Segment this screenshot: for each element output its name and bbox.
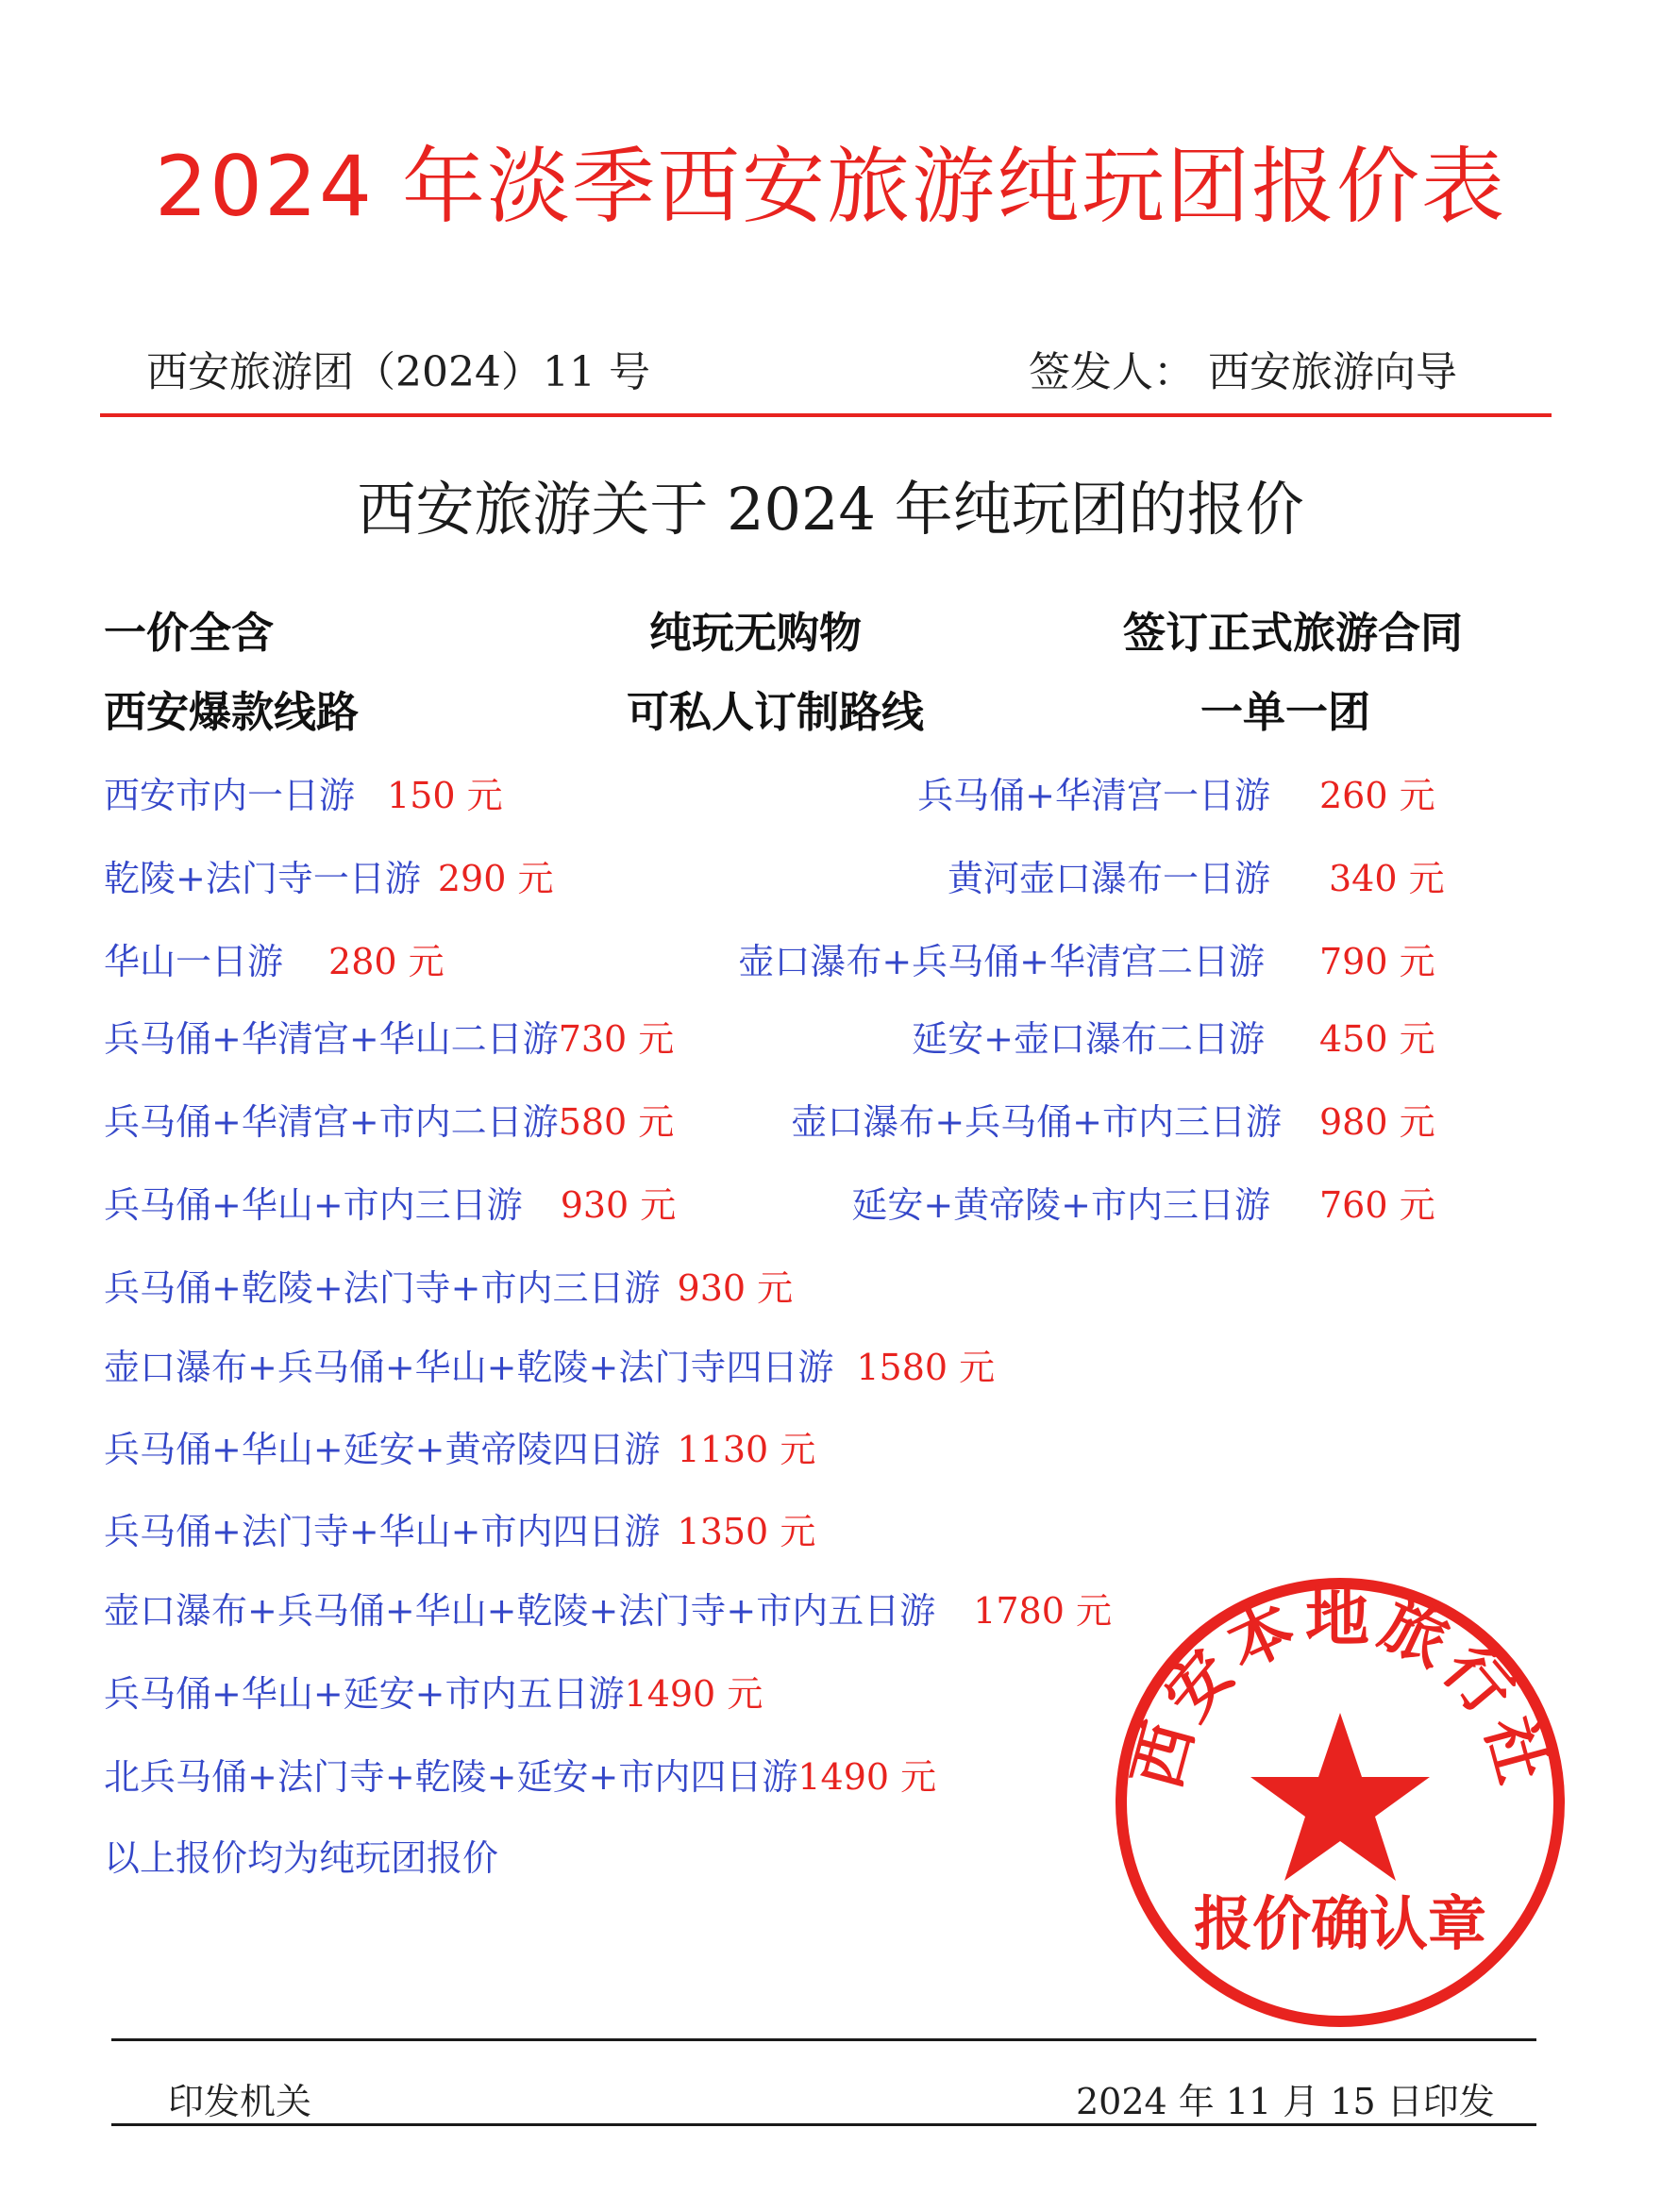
- route-price: 730 元: [558, 1018, 675, 1060]
- route-price: 1350 元: [677, 1511, 816, 1552]
- route-price: 340 元: [1329, 858, 1445, 899]
- route-name: 西安市内一日游: [104, 775, 356, 816]
- route-price: 1580 元: [856, 1347, 996, 1388]
- route-name: 延安+壶口瀑布二日游: [912, 1018, 1265, 1060]
- route-item: [104, 1010, 674, 1062]
- stamp-ring-text: 西安本地旅行社: [1118, 1580, 1562, 1797]
- route-name: 壶口瀑布+兵马俑+市内三日游: [791, 1101, 1282, 1143]
- route-price: 980 元: [1319, 1101, 1435, 1143]
- feature-one-group: 一单一团: [1200, 687, 1371, 737]
- route-item: [104, 766, 503, 818]
- route-price: 930 元: [560, 1184, 677, 1226]
- route-price: 790 元: [1319, 941, 1435, 982]
- route-item: [104, 1093, 674, 1145]
- route-name: 兵马俑+华山+市内三日游: [104, 1184, 523, 1226]
- route-price: 290 元: [437, 858, 554, 899]
- route-price: 930 元: [677, 1267, 794, 1309]
- route-price: 1490 元: [797, 1756, 937, 1798]
- route-name: 黄河壶口瀑布一日游: [947, 858, 1270, 899]
- route-name: 兵马俑+华清宫一日游: [917, 775, 1270, 816]
- footer-top-rule: [111, 2038, 1536, 2041]
- feature-no-shopping: 纯玩无购物: [649, 608, 863, 658]
- route-name: 兵马俑+乾陵+法门寺+市内三日游: [104, 1267, 661, 1309]
- feature-all-inclusive: 一价全含: [104, 608, 275, 658]
- route-item: [104, 1582, 1112, 1634]
- document-number: 西安旅游团（2024）11 号: [146, 348, 650, 396]
- feature-custom-routes: 可私人订制路线: [627, 687, 925, 737]
- subtitle: 西安旅游关于 2024 年纯玩团的报价: [357, 475, 1304, 544]
- route-name: 壶口瀑布+兵马俑+华清宫二日游: [738, 941, 1265, 982]
- route-name: 兵马俑+华清宫+华山二日游: [104, 1018, 559, 1060]
- route-item: [104, 1748, 936, 1800]
- footer-issue-date: 2024 年 11 月 15 日印发: [1076, 2081, 1495, 2122]
- document-title: 2024 年淡季西安旅游纯玩团报价表: [155, 138, 1506, 235]
- route-price: 580 元: [558, 1101, 675, 1143]
- route-name: 华山一日游: [104, 941, 284, 982]
- route-name: 壶口瀑布+兵马俑+华山+乾陵+法门寺+市内五日游: [104, 1590, 936, 1632]
- route-item: [104, 932, 445, 984]
- stamp-bottom-text: 报价确认章: [1193, 1889, 1487, 1958]
- feature-formal-contract: 签订正式旅游合同: [1123, 608, 1464, 658]
- route-name: 壶口瀑布+兵马俑+华山+乾陵+法门寺四日游: [104, 1347, 834, 1388]
- route-name: 北兵马俑+法门寺+乾陵+延安+市内四日游: [104, 1756, 798, 1798]
- feature-hot-routes: 西安爆款线路: [104, 687, 360, 737]
- route-name: 兵马俑+华山+延安+市内五日游: [104, 1673, 625, 1715]
- route-price: 1130 元: [677, 1429, 816, 1470]
- route-item: [104, 1665, 763, 1717]
- route-item: [104, 1420, 815, 1472]
- route-item: [104, 1176, 676, 1228]
- route-price: 1780 元: [973, 1590, 1112, 1632]
- footer-issuing-office: 印发机关: [168, 2081, 312, 2122]
- issuer: 签发人： 西安旅游向导: [1029, 348, 1457, 396]
- seal-stamp: [1109, 1571, 1571, 2034]
- route-item: [104, 1338, 995, 1390]
- route-price: 450 元: [1319, 1018, 1435, 1060]
- pricing-note: 以上报价均为纯玩团报价: [104, 1837, 499, 1879]
- route-price: 260 元: [1319, 775, 1435, 816]
- route-name: 兵马俑+法门寺+华山+市内四日游: [104, 1511, 661, 1552]
- route-price: 150 元: [387, 775, 503, 816]
- route-price: 1490 元: [624, 1673, 763, 1715]
- route-name: 延安+黄帝陵+市内三日游: [851, 1184, 1270, 1226]
- star-icon: [1250, 1713, 1430, 1881]
- footer-bottom-rule: [111, 2123, 1536, 2126]
- red-divider: [100, 413, 1552, 417]
- route-name: 兵马俑+华清宫+市内二日游: [104, 1101, 559, 1143]
- route-price: 760 元: [1319, 1184, 1435, 1226]
- route-item: [104, 1259, 793, 1311]
- route-item: [104, 849, 553, 901]
- route-price: 280 元: [328, 941, 445, 982]
- route-name: 兵马俑+华山+延安+黄帝陵四日游: [104, 1429, 661, 1470]
- route-name: 乾陵+法门寺一日游: [104, 858, 421, 899]
- route-item: [104, 1502, 815, 1554]
